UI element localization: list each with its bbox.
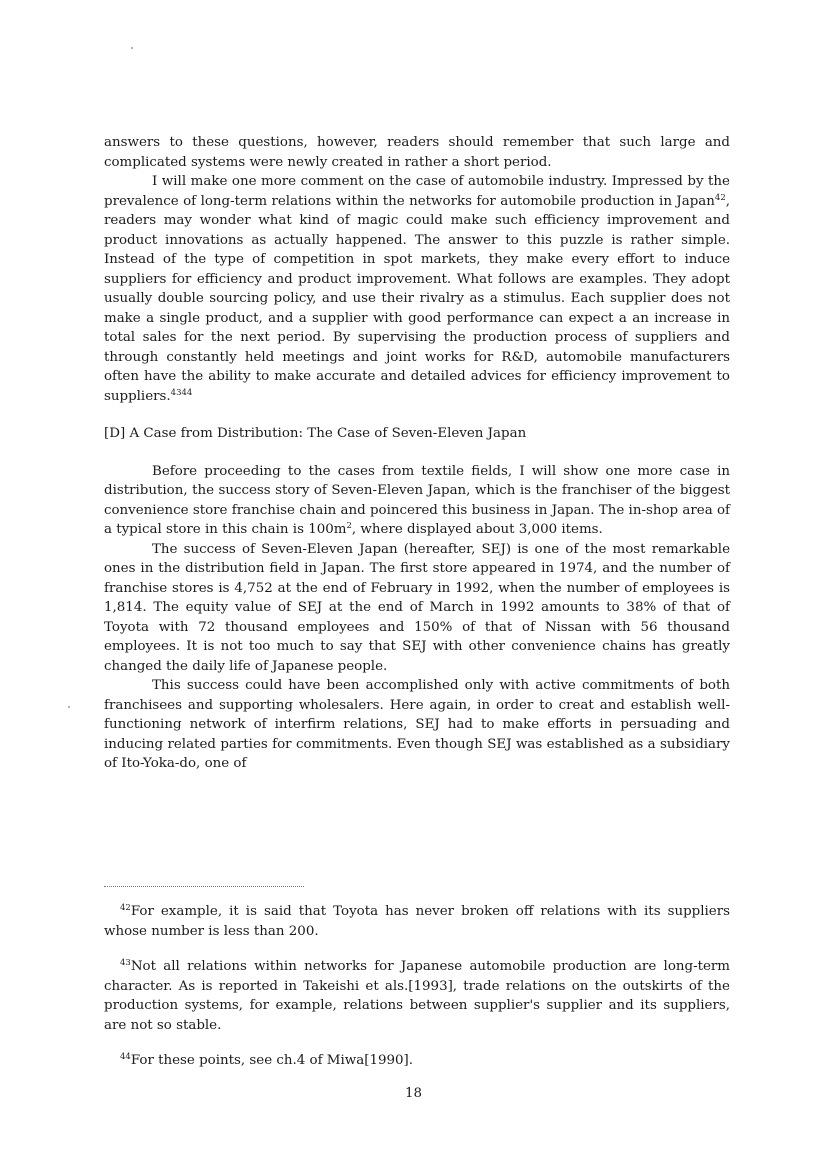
- main-text: [104, 133, 730, 774]
- paragraph-sej-success: The success of Seven-Eleven Japan (hereafter, SEJ) is one of the most remarkable ones in the distribution field in Japan. The first store appeared in 1974, and the number of franchise stores is 4,752 at the end of February in 1992, when the number of employees is 1,814. The equity value of SEJ at the end of March in 1992 amounts to 38% of that of Toyota with 72 thousand employees and 150% of that of Nissan with 56 thousand employees. It is not too much to say that SEJ with other convenience chains has greatly changed the daily life of Japanese people.: [104, 541, 730, 674]
- section-heading: [D] A Case from Distribution: The Case of Seven-Eleven Japan: [104, 426, 527, 441]
- footnote-mark: 43: [120, 958, 131, 968]
- scan-speck: [131, 47, 133, 49]
- paragraph-commitments: This success could have been accomplished only with active commitments of both franchisees and supporting wholesalers. Here again, in order to creat and establish well-functioning network of interfirm relations, SEJ had to make efforts in persuading and inducing related parties for commitments. Even though SEJ was established as a subsidiary of Ito-Yoka-do, one of: [104, 678, 730, 771]
- footnote-text: Not all relations within networks for Japanese automobile production are long-term character. As is reported in Takeishi et als.[1993], trade relations on the outskirts of the production systems, for example, relations between supplier's supplier and its suppliers, are not so stable.: [104, 959, 730, 1033]
- footnote-mark: 42: [120, 903, 131, 913]
- footnote-44: [104, 1051, 730, 1071]
- footnote-43: [104, 957, 730, 1035]
- paragraph-seven-eleven-intro: [104, 462, 730, 540]
- footnote-42: [104, 902, 730, 941]
- page-number: 18: [404, 1086, 423, 1101]
- paragraph-text: I will make one more comment on the case of automobile industry. Impressed by the prevalence of long-term relations within the networks for automobile production in Japan: [104, 174, 730, 209]
- footnote-text: For example, it is said that Toyota has never broken off relations with its suppliers whose number is less than 200.: [104, 904, 730, 939]
- paragraph-continuation: answers to these questions, however, readers should remember that such large and complicated systems were newly created in rather a short period.: [104, 135, 730, 170]
- footnotes: [104, 902, 730, 1087]
- paragraph-text: Before proceeding to the cases from textile fields, I will show one more case in distribution, the success story of Seven-Eleven Japan, which is the franchiser of the biggest convenience store franchise chain and poincered this business in Japan. The in-shop area of a typical store in this chain is 100m: [104, 463, 730, 537]
- paragraph-text: , where displayed about 3,000 items.: [351, 522, 603, 537]
- scan-speck: [68, 706, 70, 708]
- footnote-divider: [104, 886, 304, 887]
- footnote-text: For these points, see ch.4 of Miwa[1990].: [130, 1053, 414, 1068]
- footnote-mark: 44: [120, 1052, 131, 1062]
- footnote-ref-42[interactable]: 42: [714, 192, 726, 203]
- footnote-ref-43-44[interactable]: 4344: [170, 387, 193, 398]
- paragraph-text: , readers may wonder what kind of magic could make such efficiency improvement and product innovations as actually happened. The answer to this puzzle is rather simple. Instead of the type of competition in spot markets, they make every effort to induce suppliers for efficiency and product improvement. What follows are examples. They adopt usually double sourcing policy, and use their rivalry as a stimulus. Each supplier does not make a single product, and a supplier with good performance can expect a an increase in total sales for the next period. By supervising the production process of suppliers and through constantly held meetings and joint works for R&D, automobile manufacturers often have the ability to make accurate and detailed advices for efficiency improvement to suppliers.: [104, 193, 730, 404]
- paragraph-automobile-industry: [104, 172, 730, 406]
- superscript-squared: 2: [346, 521, 352, 531]
